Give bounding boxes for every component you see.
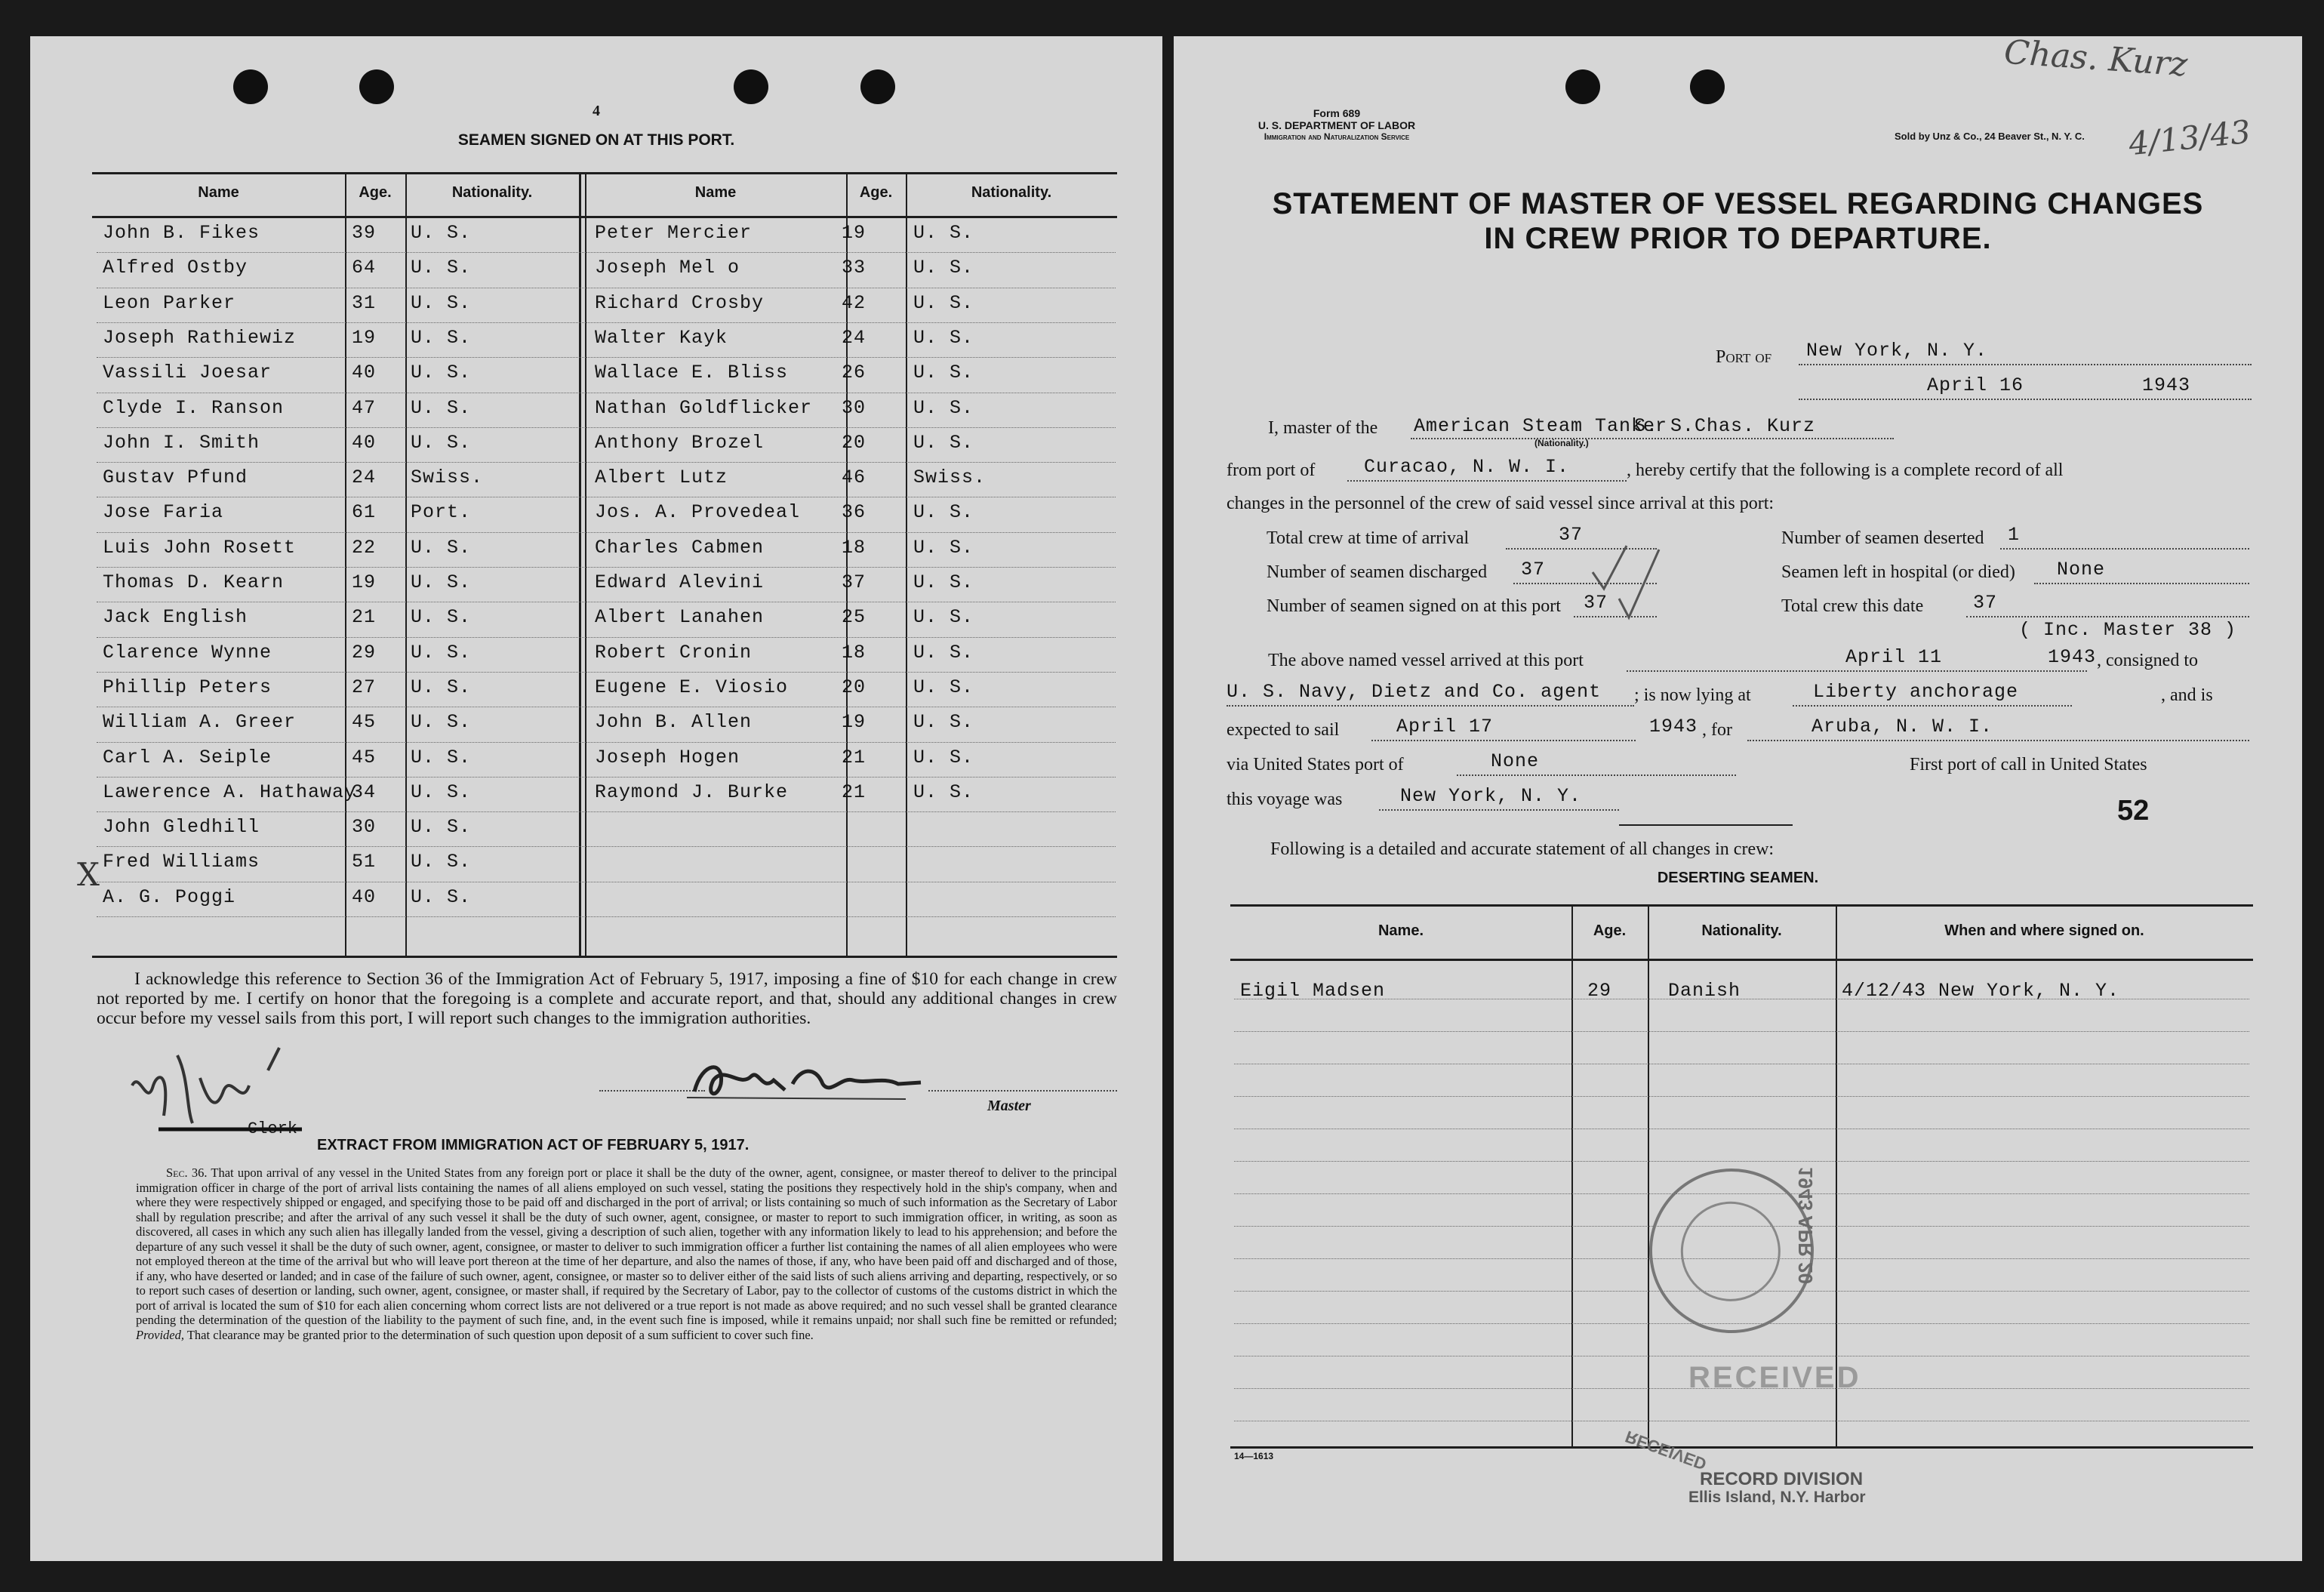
discharged-label: Number of seamen discharged xyxy=(1267,562,1488,582)
table-row-rule xyxy=(97,357,1116,358)
seaman-name: William A. Greer xyxy=(103,711,297,734)
seaman-nationality: U. S. xyxy=(411,431,472,454)
seaman-name: Jos. A. Provedeal xyxy=(595,501,801,524)
total-today-label: Total crew this date xyxy=(1781,596,1924,616)
via-port-value: None xyxy=(1491,750,1540,772)
seaman-nationality: U. S. xyxy=(411,257,472,279)
punch-hole xyxy=(233,69,268,104)
seaman-age: 19 xyxy=(842,711,866,734)
seaman-nationality: U. S. xyxy=(411,641,472,664)
signed-on-label: Number of seamen signed on at this port xyxy=(1267,596,1561,616)
seaman-age: 45 xyxy=(352,711,377,734)
table-row-rule xyxy=(97,462,1116,463)
seaman-age: 33 xyxy=(842,257,866,279)
sail-year-value: 1943 xyxy=(1649,716,1698,737)
seaman-age: 21 xyxy=(842,746,866,768)
seaman-name: Joseph Rathiewiz xyxy=(103,326,297,349)
seaman-nationality: U. S. xyxy=(411,606,472,629)
seaman-name: Luis John Rosett xyxy=(103,536,297,559)
seaman-nationality: U. S. xyxy=(913,536,974,559)
seaman-age: 20 xyxy=(842,431,866,454)
seaman-nationality: Swiss. xyxy=(411,467,484,489)
seaman-nationality: U. S. xyxy=(913,222,974,244)
desert-row-rule xyxy=(1234,1161,2249,1162)
seaman-age: 18 xyxy=(842,536,866,559)
seaman-name: Vassili Joesar xyxy=(103,362,272,384)
vessel-name-value: S. S.Chas. Kurz xyxy=(1634,415,1816,437)
consignee-value: U. S. Navy, Dietz and Co. agent xyxy=(1227,681,1602,703)
seaman-name: Alfred Ostby xyxy=(103,257,248,279)
col-header-nationality: Nationality. xyxy=(971,184,1052,201)
clerk-label: Clerk xyxy=(248,1119,298,1138)
seaman-age: 21 xyxy=(352,606,377,629)
seaman-age: 31 xyxy=(352,291,377,314)
arrived-date-value: April 11 xyxy=(1845,646,1943,668)
seaman-nationality: U. S. xyxy=(913,326,974,349)
first-port-label: First port of call in United States xyxy=(1910,755,2147,774)
section-tail: That clearance may be granted prior to the determination of such question upon deposit of a sum sufficient to cover such fine. xyxy=(186,1327,814,1342)
desert-row-rule xyxy=(1234,1096,2249,1097)
col-header-age: Age. xyxy=(359,184,392,201)
seaman-nationality: U. S. xyxy=(913,501,974,524)
table-row-rule xyxy=(97,567,1116,568)
table-row-rule xyxy=(97,777,1116,778)
seaman-nationality: U. S. xyxy=(913,431,974,454)
stamp-date: 1943 APR 20 xyxy=(1794,1166,1818,1285)
seaman-nationality: U. S. xyxy=(913,571,974,593)
master-signature xyxy=(679,1054,936,1107)
seaman-nationality: U. S. xyxy=(411,851,472,873)
seaman-age: 27 xyxy=(352,676,377,698)
seaman-nationality: U. S. xyxy=(913,257,974,279)
seaman-age: 20 xyxy=(842,676,866,698)
seaman-age: 37 xyxy=(842,571,866,593)
seaman-name: Clyde I. Ranson xyxy=(103,396,285,419)
deserter-name: Eigil Madsen xyxy=(1240,980,1386,1002)
stamp-ellis-island: Ellis Island, N.Y. Harbor xyxy=(1688,1489,1866,1506)
seaman-nationality: Swiss. xyxy=(913,467,987,489)
from-port-value: Curacao, N. W. I. xyxy=(1364,456,1570,478)
seaman-nationality: U. S. xyxy=(411,326,472,349)
for-label: , for xyxy=(1702,720,1732,740)
punch-hole xyxy=(359,69,394,104)
seaman-age: 40 xyxy=(352,431,377,454)
table-title: SEAMEN SIGNED ON AT THIS PORT. xyxy=(457,131,735,149)
date-value: April 16 xyxy=(1927,374,2024,396)
seaman-age: 30 xyxy=(352,816,377,839)
seaman-name: Albert Lutz xyxy=(595,467,728,489)
seaman-nationality: U. S. xyxy=(411,362,472,384)
col-header-nationality: Nationality. xyxy=(451,184,533,201)
seaman-age: 51 xyxy=(352,851,377,873)
acknowledgment-text: I acknowledge this reference to Section 36 of the Immigration Act of February 5, 1917, imposing a fine of $10 for each change in crew not reported by me. I certify on honor that the foregoing is a complete and accurate report, and that, should any additional changes in crew occur before my vessel sails from this port, I will report such changes to the immigration authorities. xyxy=(97,969,1117,1028)
total-today-value: 37 xyxy=(1973,592,1998,614)
seaman-nationality: U. S. xyxy=(913,746,974,768)
section-body: That upon arrival of any vessel in the United States from any foreign port or place it shall be the duty of the owner, agent, consignee, or master thereof to deliver to the principal immigration officer in charge of the port of arrival lists containing the names of all aliens employed on such vessel, stating the positions they respectively hold in the ship's company, when and where they were respectively shipped or engaged, and specifying those to be paid off and discharged in the port of arrival; or lists containing so much of such information as the Secretary of Labor shall by regulation prescribe; and after the arrival of any such vessel it shall be the duty of such owner, agent, consignee, or master to report to such immigration officer, in writing, as soon as discovered, all cases in which any such alien has illegally landed from the vessel, giving a description of such alien, together with any information likely to lead to his apprehension; and before the departure of any such vessel it shall be the duty of such owner, agent, consignee, or master to deliver to such immigration officer a further list containing the names of all alien employees who were not employed thereon at the time of the arrival but who will leave port thereon at the time of her departure, and also the names of those, if any, who have been paid off and discharged and of those, if any, who have deserted or landed; and in case of the failure of such owner, agent, consignee, or master so to deliver either of the said lists of such aliens arriving and departing, respectively, or so to report such cases of desertion or landing, such owner, agent, consignee, or master shall, if required by the Secretary of Labor, pay to the collector of customs of the customs district in which the port of arrival is located the sum of $10 for each alien concerning whom correct lists are not delivered or a true report is not made as above required; and no such vessel shall be granted clearance pending the determination of the question of the liability to the payment of such fine, and, in the event such fine is imposed, while it remains unpaid; nor shall such fine be remitted or refunded; xyxy=(136,1166,1118,1327)
seaman-nationality: U. S. xyxy=(913,606,974,629)
sold-by: Sold by Unz & Co., 24 Beaver St., N. Y. C. xyxy=(1895,131,2085,142)
form-code: 14—1613 xyxy=(1234,1451,1274,1461)
stamp-received: RECEIVED xyxy=(1688,1361,1861,1394)
seaman-name: Edward Alevini xyxy=(595,571,765,593)
seaman-name: Eugene E. Viosio xyxy=(595,676,789,698)
seaman-age: 40 xyxy=(352,362,377,384)
desert-header-name: Name. xyxy=(1377,922,1424,939)
year-value: 1943 xyxy=(2142,374,2191,396)
seaman-age: 29 xyxy=(352,641,377,664)
handwritten-vessel-name: Chas. Kurz xyxy=(2002,32,2189,85)
following-text: Following is a detailed and accurate statement of all changes in crew: xyxy=(1270,839,1775,859)
seaman-nationality: U. S. xyxy=(913,396,974,419)
master-label: Master xyxy=(987,1098,1031,1114)
seaman-age: 34 xyxy=(352,781,377,803)
seaman-nationality: U. S. xyxy=(913,291,974,314)
seaman-name: Lawerence A. Hathaway xyxy=(103,781,357,803)
discharged-value: 37 xyxy=(1521,559,1546,580)
hospital-label: Seamen left in hospital (or died) xyxy=(1781,562,2015,582)
department: U. S. DEPARTMENT OF LABOR xyxy=(1257,119,1416,131)
sail-date-value: April 17 xyxy=(1396,716,1494,737)
seaman-age: 24 xyxy=(352,467,377,489)
seaman-name: Albert Lanahen xyxy=(595,606,765,629)
seaman-nationality: U. S. xyxy=(411,816,472,839)
desert-row-rule xyxy=(1234,1031,2249,1032)
seaman-name: Peter Mercier xyxy=(595,222,753,244)
table-row-rule xyxy=(97,532,1116,533)
check-marks xyxy=(1585,534,1676,625)
desert-header-age: Age. xyxy=(1593,922,1627,939)
seaman-age: 19 xyxy=(842,222,866,244)
seaman-nationality: U. S. xyxy=(411,781,472,803)
seaman-name: Gustav Pfund xyxy=(103,467,248,489)
seaman-nationality: U. S. xyxy=(411,536,472,559)
seaman-age: 40 xyxy=(352,885,377,908)
seaman-nationality: U. S. xyxy=(913,641,974,664)
col-header-age: Age. xyxy=(859,184,893,201)
desert-header-when-where: When and where signed on. xyxy=(1944,922,2144,939)
table-row-rule xyxy=(97,811,1116,812)
seaman-age: 30 xyxy=(842,396,866,419)
seaman-name: Wallace E. Bliss xyxy=(595,362,789,384)
form-title-line1: STATEMENT OF MASTER OF VESSEL REGARDING CHANGES xyxy=(1272,187,2204,220)
left-page xyxy=(30,36,1162,1561)
and-is-label: , and is xyxy=(2161,685,2213,705)
seaman-age: 42 xyxy=(842,291,866,314)
seaman-name: A. G. Poggi xyxy=(103,885,236,908)
deserting-title: DESERTING SEAMEN. xyxy=(1657,870,1819,886)
form-title-line2: IN CREW PRIOR TO DEPARTURE. xyxy=(1484,222,1992,255)
seaman-age: 45 xyxy=(352,746,377,768)
handwritten-date: 4/13/43 xyxy=(2126,112,2253,163)
deserter-age: 29 xyxy=(1587,980,1612,1002)
section-label: Sec. 36. xyxy=(166,1166,208,1180)
seaman-age: 19 xyxy=(352,571,377,593)
seaman-name: Carl A. Seiple xyxy=(103,746,272,768)
deserted-label: Number of seamen deserted xyxy=(1781,528,1984,548)
seaman-name: Joseph Mel o xyxy=(595,257,740,279)
seaman-age: 24 xyxy=(842,326,866,349)
signed-on-value: 37 xyxy=(1584,592,1608,614)
seaman-nationality: U. S. xyxy=(411,885,472,908)
voyage-port-value: New York, N. Y. xyxy=(1400,785,1582,807)
seaman-age: 47 xyxy=(352,396,377,419)
seaman-age: 39 xyxy=(352,222,377,244)
service: Immigration and Naturalization Service xyxy=(1264,131,1410,142)
seaman-age: 25 xyxy=(842,606,866,629)
seaman-name: John B. Fikes xyxy=(103,222,260,244)
seaman-nationality: U. S. xyxy=(411,222,472,244)
from-port-label: from port of xyxy=(1227,460,1316,480)
nationality-caption: (Nationality.) xyxy=(1534,438,1589,448)
seaman-name: Fred Williams xyxy=(103,851,260,873)
section-36-text xyxy=(136,1166,1117,1342)
vessel-type-value: American Steam Tanker xyxy=(1414,415,1668,437)
table-row-rule xyxy=(97,322,1116,323)
seaman-name: Clarence Wynne xyxy=(103,641,272,664)
table-row-rule xyxy=(97,637,1116,638)
seaman-name: Phillip Peters xyxy=(103,676,272,698)
deserted-value: 1 xyxy=(2008,524,2021,546)
master-of-label: I, master of the xyxy=(1268,418,1378,438)
form-number: Form 689 xyxy=(1313,107,1361,119)
desert-header-nationality: Nationality. xyxy=(1701,922,1782,939)
stamp-received-mirror: RECEIVED xyxy=(1622,1427,1710,1474)
via-label: via United States port of xyxy=(1227,755,1404,774)
total-crew-value: 37 xyxy=(1559,524,1584,546)
voyage-label: this voyage was xyxy=(1227,790,1343,809)
page-number-52: 52 xyxy=(2117,795,2150,827)
table-row-rule xyxy=(97,252,1116,253)
seaman-name: Robert Cronin xyxy=(595,641,753,664)
port-of-label: Port of xyxy=(1716,347,1772,367)
page-number: 4 xyxy=(593,103,600,119)
stamp-record-division: RECORD DIVISION xyxy=(1700,1469,1864,1489)
total-crew-label: Total crew at time of arrival xyxy=(1267,528,1470,548)
seaman-name: Jack English xyxy=(103,606,248,629)
seaman-name: Charles Cabmen xyxy=(595,536,765,559)
seaman-nationality: Port. xyxy=(411,501,472,524)
table-row-rule xyxy=(97,672,1116,673)
seaman-age: 61 xyxy=(352,501,377,524)
seaman-name: Leon Parker xyxy=(103,291,236,314)
punch-hole xyxy=(1565,69,1600,104)
deserter-when-where: 4/12/43 New York, N. Y. xyxy=(1842,980,2120,1002)
provided-word: Provided, xyxy=(136,1327,184,1342)
seaman-name: John Gledhill xyxy=(103,816,260,839)
col-header-name: Name xyxy=(198,184,239,201)
lying-label: ; is now lying at xyxy=(1634,685,1751,705)
seaman-name: Joseph Hogen xyxy=(595,746,740,768)
punch-hole xyxy=(734,69,768,104)
seaman-name: Walter Kayk xyxy=(595,326,728,349)
lying-at-value: Liberty anchorage xyxy=(1813,681,2019,703)
inc-master-note: ( Inc. Master 38 ) xyxy=(2019,619,2237,641)
x-mark: X xyxy=(77,856,100,893)
seaman-age: 36 xyxy=(842,501,866,524)
hospital-value: None xyxy=(2057,559,2106,580)
table-row-rule xyxy=(97,742,1116,743)
seaman-nationality: U. S. xyxy=(411,396,472,419)
seaman-age: 21 xyxy=(842,781,866,803)
seaman-nationality: U. S. xyxy=(913,676,974,698)
seaman-age: 19 xyxy=(352,326,377,349)
deserter-nationality: Danish xyxy=(1668,980,1741,1002)
seaman-age: 18 xyxy=(842,641,866,664)
seaman-name: Richard Crosby xyxy=(595,291,765,314)
seaman-name: Jose Faria xyxy=(103,501,224,524)
seaman-name: John B. Allen xyxy=(595,711,753,734)
seaman-name: Raymond J. Burke xyxy=(595,781,789,803)
table-row-rule xyxy=(97,916,1116,917)
arrived-year-value: 1943 xyxy=(2048,646,2097,668)
seaman-age: 46 xyxy=(842,467,866,489)
arrived-label: The above named vessel arrived at this port xyxy=(1268,651,1584,670)
seaman-nationality: U. S. xyxy=(913,781,974,803)
consigned-label: , consigned to xyxy=(2097,651,2198,670)
seaman-nationality: U. S. xyxy=(913,711,974,734)
seaman-nationality: U. S. xyxy=(411,711,472,734)
punch-hole xyxy=(860,69,895,104)
certify-text: , hereby certify that the following is a complete record of all xyxy=(1627,460,2064,480)
seaman-age: 22 xyxy=(352,536,377,559)
table-row-rule xyxy=(97,427,1116,428)
seaman-age: 26 xyxy=(842,362,866,384)
right-page xyxy=(1174,32,2302,1561)
col-header-name: Name xyxy=(694,184,737,201)
seaman-nationality: U. S. xyxy=(411,746,472,768)
changes-text: changes in the personnel of the crew of said vessel since arrival at this port: xyxy=(1227,494,1775,513)
destination-value: Aruba, N. W. I. xyxy=(1811,716,1993,737)
seaman-name: Anthony Brozel xyxy=(595,431,765,454)
seaman-nationality: U. S. xyxy=(913,362,974,384)
seaman-name: Thomas D. Kearn xyxy=(103,571,285,593)
seaman-age: 64 xyxy=(352,257,377,279)
extract-title: EXTRACT FROM IMMIGRATION ACT OF FEBRUARY 5, 1917. xyxy=(317,1137,750,1153)
table-row-rule xyxy=(97,846,1116,847)
punch-hole xyxy=(1690,69,1725,104)
seaman-nationality: U. S. xyxy=(411,571,472,593)
seaman-nationality: U. S. xyxy=(411,291,472,314)
expected-label: expected to sail xyxy=(1227,720,1340,740)
port-of-value: New York, N. Y. xyxy=(1806,340,1988,362)
seaman-name: John I. Smith xyxy=(103,431,260,454)
seaman-name: Nathan Goldflicker xyxy=(595,396,813,419)
seaman-nationality: U. S. xyxy=(411,676,472,698)
